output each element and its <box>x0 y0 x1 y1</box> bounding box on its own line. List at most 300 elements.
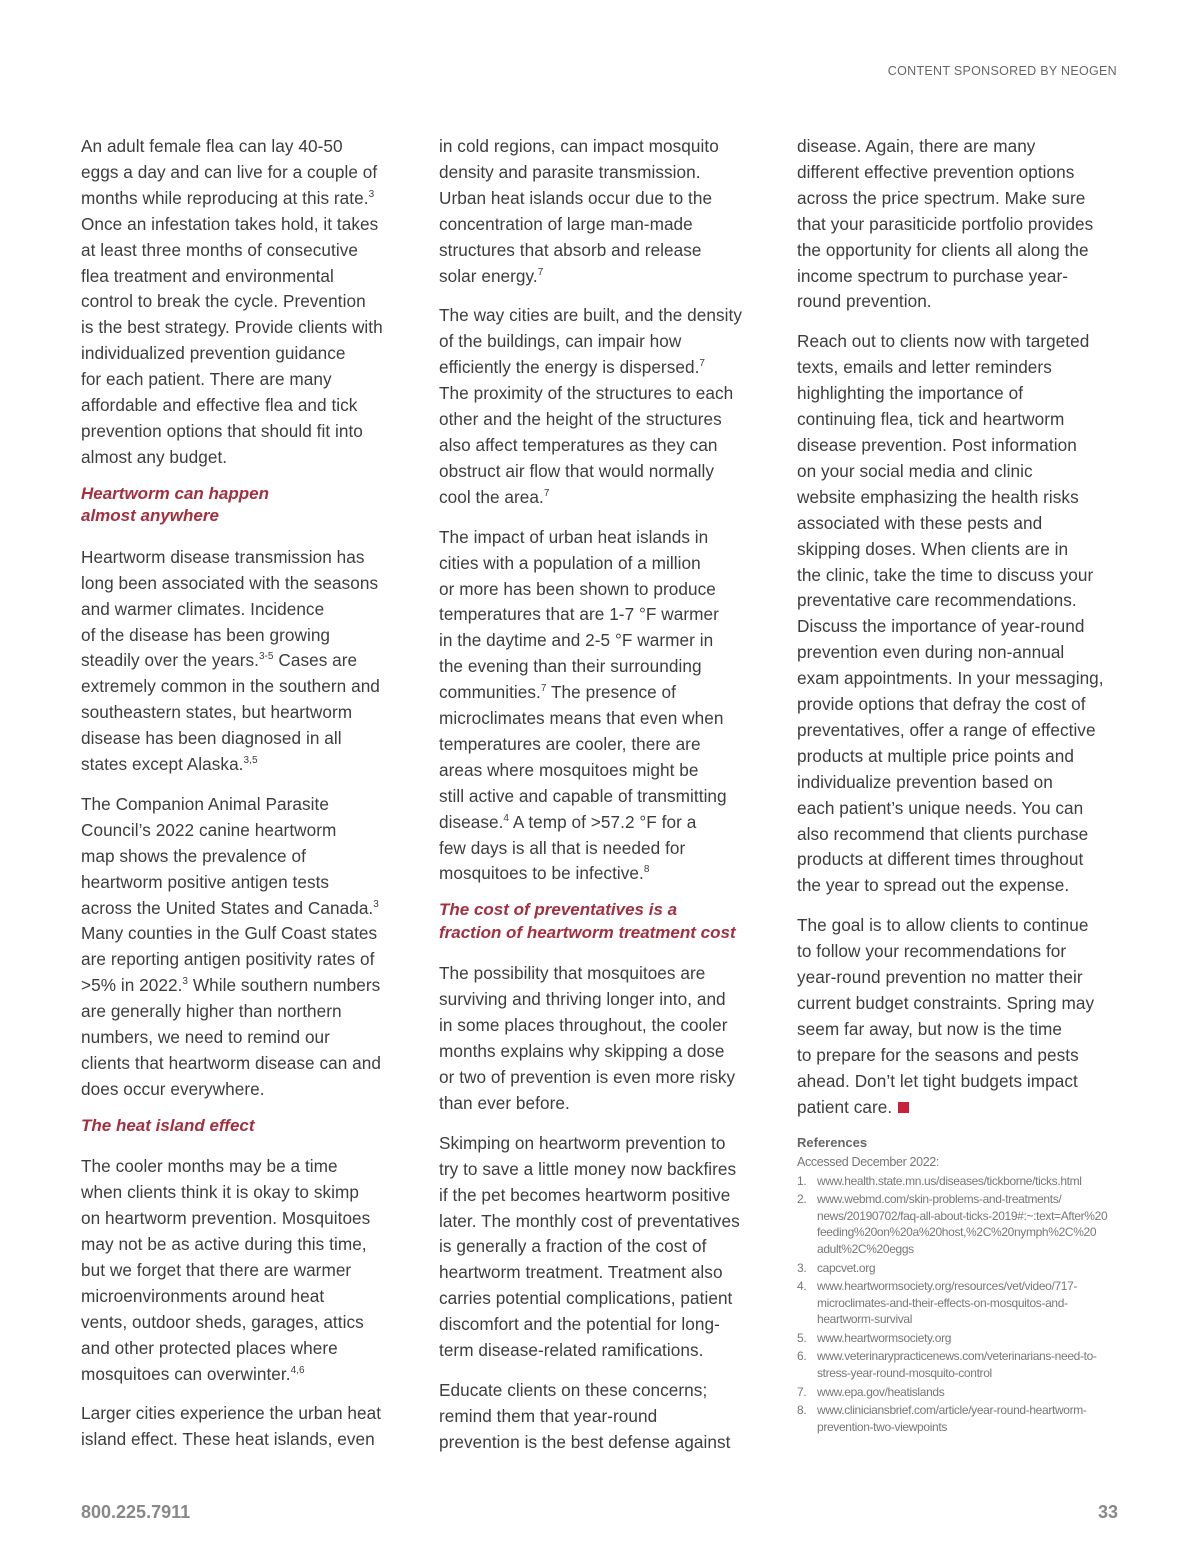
text-line <box>81 186 411 212</box>
text-line <box>81 315 411 341</box>
paragraph <box>439 134 769 289</box>
text-line <box>797 939 1127 965</box>
text-segment: different effective prevention options <box>797 161 1075 182</box>
phone-number: 800.225.7911 <box>81 1502 191 1522</box>
text-line <box>81 238 411 264</box>
text-segment: temperatures that are 1-7 °F warmer <box>439 604 719 625</box>
reference-url[interactable]: heartworm-survival <box>817 1312 913 1327</box>
text-line <box>797 433 1127 459</box>
text-line <box>81 483 411 506</box>
text-segment: later. The monthly cost of preventatives <box>439 1210 740 1231</box>
sponsor-label: CONTENT SPONSORED BY NEOGEN <box>887 64 1117 78</box>
text-segment: The heat island effect <box>81 1115 255 1135</box>
text-segment: heartworm positive antigen tests <box>81 871 330 892</box>
text-segment: The Companion Animal Parasite <box>81 793 329 814</box>
text-segment: vents, outdoor sheds, garages, attics <box>81 1311 364 1332</box>
text-segment: The proximity of the structures to each <box>439 383 734 404</box>
text-segment: eggs a day and can live for a couple of <box>81 161 378 182</box>
text-line <box>439 485 769 511</box>
paragraph <box>439 1378 769 1456</box>
text-line <box>439 212 769 238</box>
text-line <box>797 965 1127 991</box>
text-segment: concentration of large man-made <box>439 213 693 234</box>
text-segment: try to save a little money now backfires <box>439 1158 737 1179</box>
text-line <box>81 264 411 290</box>
reference-number: 2. <box>797 1192 807 1207</box>
text-segment: clients that heartworm disease can and <box>81 1053 381 1073</box>
text-line <box>439 654 769 680</box>
text-segment: ahead. Don’t let tight budgets impact <box>797 1070 1078 1091</box>
text-segment: at least three months of consecutive <box>81 239 358 260</box>
text-line <box>81 160 411 186</box>
text-segment: Once an infestation takes hold, it takes <box>81 213 379 234</box>
text-line <box>81 597 411 623</box>
references-list <box>797 1173 1127 1436</box>
text-segment: southeastern states, but heartworm <box>81 702 353 723</box>
text-line <box>81 700 411 726</box>
text-line <box>439 706 769 732</box>
text-line <box>81 1336 411 1362</box>
text-line <box>81 445 411 471</box>
text-segment: >5% in 2022. <box>81 975 183 996</box>
reference-url[interactable]: www.cliniciansbrief.com/article/year-round-heartworm- <box>817 1403 1087 1418</box>
text-segment: Reach out to clients now with targeted <box>797 331 1090 352</box>
text-line <box>797 873 1127 899</box>
text-line <box>797 537 1127 563</box>
text-segment: cities with a population of a million <box>439 552 701 573</box>
text-segment: texts, emails and letter reminders <box>797 357 1052 378</box>
text-line <box>81 1154 411 1180</box>
text-segment: across the United States and Canada. <box>81 897 374 918</box>
text-line <box>439 160 769 186</box>
text-line <box>81 134 411 160</box>
text-line <box>797 459 1127 485</box>
text-line <box>797 692 1127 718</box>
text-line <box>439 551 769 577</box>
paragraph <box>81 134 411 471</box>
reference-url[interactable]: microclimates-and-their-effects-on-mosquitos-and- <box>817 1295 1068 1310</box>
article-column-2 <box>439 134 769 1470</box>
text-segment: few days is all that is needed for <box>439 837 686 858</box>
paragraph <box>81 545 411 778</box>
text-line <box>797 666 1127 692</box>
text-line <box>439 961 769 987</box>
text-segment: months while reproducing at this rate. <box>81 187 369 208</box>
text-segment: skipping doses. When clients are in <box>797 538 1069 559</box>
reference-item <box>797 1278 1127 1328</box>
text-line <box>797 329 1127 355</box>
reference-item <box>797 1260 1127 1277</box>
reference-number: 4. <box>797 1279 807 1294</box>
text-segment: almost anywhere <box>81 506 219 526</box>
text-segment: to follow your recommendations for <box>797 941 1067 962</box>
text-segment: may not be as active during this time, <box>81 1234 367 1255</box>
text-line <box>81 545 411 571</box>
text-segment: heartworm treatment. Treatment also <box>439 1262 723 1283</box>
text-segment: in cold regions, can impact mosquito <box>439 136 719 156</box>
reference-number: 6. <box>797 1349 807 1364</box>
text-segment: microclimates means that even when <box>439 708 724 729</box>
text-line <box>439 1091 769 1117</box>
text-line <box>439 459 769 485</box>
text-segment: almost any budget. <box>81 446 228 467</box>
text-segment: The goal is to allow clients to continue <box>797 915 1089 936</box>
text-segment: website emphasizing the health risks <box>797 486 1079 507</box>
text-line <box>439 1183 769 1209</box>
text-segment: year-round prevention no matter their <box>797 967 1083 988</box>
text-line <box>439 303 769 329</box>
text-segment: disease has been diagnosed in all <box>81 728 342 749</box>
text-segment: map shows the prevalence of <box>81 845 306 866</box>
text-line <box>81 947 411 973</box>
text-line <box>439 525 769 551</box>
reference-url[interactable]: www.epa.gov/heatislands <box>817 1384 945 1399</box>
citation-superscript: 3-5 <box>258 651 274 663</box>
text-segment: when clients think it is okay to skimp <box>81 1182 359 1203</box>
reference-number: 8. <box>797 1403 807 1418</box>
text-line <box>439 1260 769 1286</box>
reference-item <box>797 1330 1127 1347</box>
text-segment: Discuss the importance of year-round <box>797 616 1085 637</box>
citation-superscript: 3 <box>368 188 375 200</box>
reference-url[interactable]: stress-year-round-mosquito-control <box>817 1366 992 1381</box>
text-segment: products at different times throughout <box>797 849 1084 870</box>
reference-url[interactable]: capcvet.org <box>817 1260 876 1275</box>
text-line <box>81 1077 411 1103</box>
text-segment: efficiently the energy is dispersed. <box>439 357 700 378</box>
text-segment: surviving and thriving longer into, and <box>439 989 726 1010</box>
paragraph <box>797 913 1127 1120</box>
reference-item <box>797 1384 1127 1401</box>
text-line <box>439 238 769 264</box>
text-segment: microenvironments around heat <box>81 1285 325 1306</box>
text-segment: and other protected places where <box>81 1337 338 1358</box>
text-line <box>439 1286 769 1312</box>
text-line <box>439 433 769 459</box>
text-segment: discomfort and the potential for long- <box>439 1314 720 1335</box>
text-segment: fraction of heartworm treatment cost <box>439 922 736 942</box>
text-segment: preventatives, offer a range of effective <box>797 719 1096 740</box>
text-segment: does occur everywhere. <box>81 1078 265 1099</box>
text-line <box>439 987 769 1013</box>
text-segment: An adult female flea can lay 40-50 <box>81 136 343 156</box>
text-line <box>81 818 411 844</box>
text-line <box>797 264 1127 290</box>
reference-url[interactable]: www.heartwormsociety.org/resources/vet/video/717- <box>817 1279 1078 1294</box>
end-mark-icon <box>898 1102 909 1113</box>
text-segment: of the disease has been growing <box>81 624 331 645</box>
text-line <box>81 419 411 445</box>
text-segment: areas where mosquitoes might be <box>439 759 699 780</box>
text-segment: disease. Again, there are many <box>797 136 1036 156</box>
text-line <box>797 822 1127 848</box>
reference-url[interactable]: www.veterinarypracticenews.com/veterinarians-need-to- <box>817 1349 1097 1364</box>
text-line <box>797 718 1127 744</box>
text-segment: for each patient. There are many <box>81 369 332 390</box>
text-segment: disease prevention. Post information <box>797 434 1077 455</box>
text-line <box>797 796 1127 822</box>
reference-item <box>797 1173 1127 1190</box>
text-line <box>439 1039 769 1065</box>
text-segment: prevention options that should fit into <box>81 420 363 441</box>
text-segment: prevention even during non-annual <box>797 642 1065 663</box>
text-line <box>439 1131 769 1157</box>
text-line <box>439 1065 769 1091</box>
text-segment: the year to spread out the expense. <box>797 875 1070 896</box>
text-line <box>81 1115 411 1138</box>
text-line <box>81 792 411 818</box>
citation-superscript: 7 <box>543 487 550 499</box>
text-segment: in the daytime and 2-5 °F warmer in <box>439 630 714 651</box>
reference-url[interactable]: www.heartwormsociety.org <box>817 1330 952 1345</box>
text-line <box>439 899 769 922</box>
text-line <box>81 921 411 947</box>
text-line <box>81 973 411 999</box>
text-segment: continuing flea, tick and heartworm <box>797 409 1065 430</box>
text-line <box>797 563 1127 589</box>
text-segment: Larger cities experience the urban heat <box>81 1403 382 1424</box>
paragraph <box>439 1131 769 1364</box>
text-line <box>439 1234 769 1260</box>
page-number: 33 <box>1097 1502 1118 1522</box>
text-segment: states except Alaska. <box>81 754 244 775</box>
text-line <box>81 1310 411 1336</box>
text-line <box>81 844 411 870</box>
text-line <box>81 367 411 393</box>
text-line <box>797 588 1127 614</box>
text-line <box>81 505 411 528</box>
text-segment: on your social media and clinic <box>797 460 1033 481</box>
text-line <box>81 1401 411 1427</box>
text-segment: each patient’s unique needs. You can <box>797 797 1084 818</box>
paragraph <box>81 792 411 1103</box>
text-line <box>81 648 411 674</box>
text-line <box>81 1206 411 1232</box>
text-line <box>81 1362 411 1388</box>
citation-superscript: 4,6 <box>290 1364 305 1376</box>
text-line <box>439 381 769 407</box>
text-segment: than ever before. <box>439 1092 570 1113</box>
text-line <box>439 1157 769 1183</box>
text-line <box>797 991 1127 1017</box>
text-line <box>797 186 1127 212</box>
text-line <box>439 407 769 433</box>
text-segment: highlighting the importance of <box>797 383 1024 404</box>
text-line <box>81 1284 411 1310</box>
text-line <box>439 577 769 603</box>
text-segment: exam appointments. In your messaging, <box>797 668 1104 689</box>
text-segment: term disease-related ramifications. <box>439 1340 704 1361</box>
text-segment: preventative care recommendations. <box>797 590 1077 611</box>
text-segment: The presence of <box>546 682 676 703</box>
text-segment: other and the height of the structures <box>439 409 722 430</box>
text-segment: numbers, we need to remind our <box>81 1027 330 1048</box>
text-line <box>797 770 1127 796</box>
text-line <box>439 186 769 212</box>
text-segment: are generally higher than northern <box>81 1001 342 1022</box>
text-line <box>81 896 411 922</box>
text-segment: the evening than their surrounding <box>439 656 702 677</box>
text-line <box>81 289 411 315</box>
text-segment: that your parasiticide portfolio provides <box>797 213 1094 234</box>
text-segment: income spectrum to purchase year- <box>797 265 1069 286</box>
text-line <box>81 1427 411 1453</box>
text-line <box>439 1378 769 1404</box>
reference-url[interactable]: www.health.state.mn.us/diseases/tickborne/ticks.html <box>817 1173 1082 1188</box>
paragraph <box>797 134 1127 315</box>
text-segment: Skimping on heartworm prevention to <box>439 1132 726 1153</box>
text-segment: solar energy. <box>439 265 538 286</box>
paragraph <box>81 1154 411 1387</box>
text-line <box>797 238 1127 264</box>
text-line <box>81 870 411 896</box>
text-line <box>439 1338 769 1364</box>
text-line <box>797 381 1127 407</box>
citation-superscript: 3 <box>182 976 189 988</box>
paragraph <box>81 1401 411 1453</box>
text-segment: are reporting antigen positivity rates of <box>81 949 375 970</box>
text-segment: steadily over the years. <box>81 650 259 671</box>
text-segment: round prevention. <box>797 291 932 312</box>
text-segment: or more has been shown to produce <box>439 578 716 599</box>
reference-item <box>797 1402 1127 1435</box>
reference-url[interactable]: www.webmd.com/skin-problems-and-treatments/ <box>817 1192 1062 1207</box>
text-segment: temperatures are cooler, there are <box>439 733 701 754</box>
text-segment: remind them that year-round <box>439 1405 658 1426</box>
text-line <box>797 212 1127 238</box>
paragraph <box>439 961 769 1116</box>
text-segment: mosquitoes can overwinter. <box>81 1363 291 1384</box>
text-segment: density and parasite transmission. <box>439 161 701 182</box>
text-line <box>439 861 769 887</box>
text-segment: across the price spectrum. Make sure <box>797 187 1086 208</box>
text-segment: the opportunity for clients all along the <box>797 239 1089 260</box>
reference-item <box>797 1348 1127 1381</box>
text-line <box>439 810 769 836</box>
text-segment: While southern numbers <box>188 975 381 996</box>
text-segment: provide options that defray the cost of <box>797 694 1086 715</box>
reference-url[interactable]: prevention-two-viewpoints <box>817 1419 947 1434</box>
text-segment: communities. <box>439 682 541 703</box>
text-line <box>81 341 411 367</box>
text-line <box>439 355 769 381</box>
text-line <box>439 1209 769 1235</box>
text-segment: island effect. These heat islands, even <box>81 1429 375 1450</box>
text-segment: is generally a fraction of the cost of <box>439 1236 707 1257</box>
article-column-3 <box>797 134 1127 1437</box>
reference-item <box>797 1191 1127 1257</box>
paragraph <box>439 303 769 510</box>
reference-url[interactable]: news/20190702/faq-all-about-ticks-2019#:~:text=After%20 <box>817 1208 1108 1223</box>
text-segment: current budget constraints. Spring may <box>797 993 1095 1013</box>
text-segment: products at multiple price points and <box>797 745 1075 766</box>
text-line <box>81 674 411 700</box>
article-column-1 <box>81 134 411 1467</box>
text-segment: The possibility that mosquitoes are <box>439 963 706 984</box>
text-line <box>439 836 769 862</box>
text-segment: or two of prevention is even more risky <box>439 1067 736 1087</box>
text-segment: is the best strategy. Provide clients with <box>81 317 383 338</box>
text-segment: individualized prevention guidance <box>81 343 346 364</box>
text-line <box>797 289 1127 315</box>
text-line <box>81 212 411 238</box>
text-line <box>81 1180 411 1206</box>
text-line <box>81 726 411 752</box>
text-segment: Heartworm can happen <box>81 483 269 503</box>
text-segment: disease. <box>439 811 504 832</box>
text-segment: control to break the cycle. Prevention <box>81 291 366 312</box>
paragraph <box>797 329 1127 899</box>
text-segment: The cost of preventatives is a <box>439 900 678 920</box>
text-segment: long been associated with the seasons <box>81 572 379 593</box>
text-line <box>439 602 769 628</box>
text-line <box>439 758 769 784</box>
section-heading <box>81 483 411 528</box>
text-line <box>81 623 411 649</box>
text-line <box>797 1043 1127 1069</box>
text-segment: carries potential complications, patient <box>439 1288 733 1309</box>
text-segment: affordable and effective flea and tick <box>81 395 358 416</box>
text-segment: the clinic, take the time to discuss your <box>797 564 1094 585</box>
text-segment: in some places throughout, the cooler <box>439 1015 728 1036</box>
text-line <box>439 628 769 654</box>
text-segment: obstruct air flow that would normally <box>439 460 715 481</box>
reference-number: 5. <box>797 1330 807 1345</box>
text-segment: also recommend that clients purchase <box>797 823 1089 844</box>
text-line <box>797 485 1127 511</box>
text-segment: structures that absorb and release <box>439 239 702 260</box>
text-line <box>439 1013 769 1039</box>
text-segment: if the pet becomes heartworm positive <box>439 1184 731 1205</box>
text-line <box>439 784 769 810</box>
text-segment: to prepare for the seasons and pests <box>797 1044 1079 1065</box>
text-line <box>797 134 1127 160</box>
references-accessed: Accessed December 2022: <box>797 1154 940 1169</box>
text-segment: cool the area. <box>439 486 544 507</box>
text-line <box>797 1095 1127 1121</box>
column-3-body <box>797 134 1127 1121</box>
text-segment: Urban heat islands occur due to the <box>439 187 713 208</box>
text-line <box>439 264 769 290</box>
text-line <box>439 329 769 355</box>
reference-number: 7. <box>797 1384 807 1399</box>
text-line <box>797 640 1127 666</box>
text-line <box>797 407 1127 433</box>
citation-superscript: 7 <box>537 266 544 278</box>
citation-superscript: 4 <box>503 812 510 824</box>
text-line <box>81 571 411 597</box>
text-line <box>81 1051 411 1077</box>
text-segment: months explains why skipping a dose <box>439 1041 725 1062</box>
text-segment: The impact of urban heat islands in <box>439 526 709 547</box>
text-line <box>797 1069 1127 1095</box>
reference-url[interactable]: feeding%20on%20a%20host,%2C%20nymph%2C%20 <box>817 1225 1097 1240</box>
text-segment: associated with these pests and <box>797 512 1043 533</box>
text-segment: on heartworm prevention. Mosquitoes <box>81 1208 371 1229</box>
text-segment: Educate clients on these concerns; <box>439 1379 708 1400</box>
citation-superscript: 3 <box>373 898 379 910</box>
text-line <box>81 1232 411 1258</box>
citation-superscript: 7 <box>699 358 706 370</box>
text-line <box>439 922 769 945</box>
text-line <box>81 999 411 1025</box>
text-segment: of the buildings, can impair how <box>439 331 682 352</box>
section-heading <box>439 899 769 944</box>
reference-url[interactable]: adult%2C%20eggs <box>817 1241 914 1256</box>
text-segment: prevention is the best defense against <box>439 1431 731 1452</box>
text-line <box>81 1258 411 1284</box>
text-line <box>797 511 1127 537</box>
